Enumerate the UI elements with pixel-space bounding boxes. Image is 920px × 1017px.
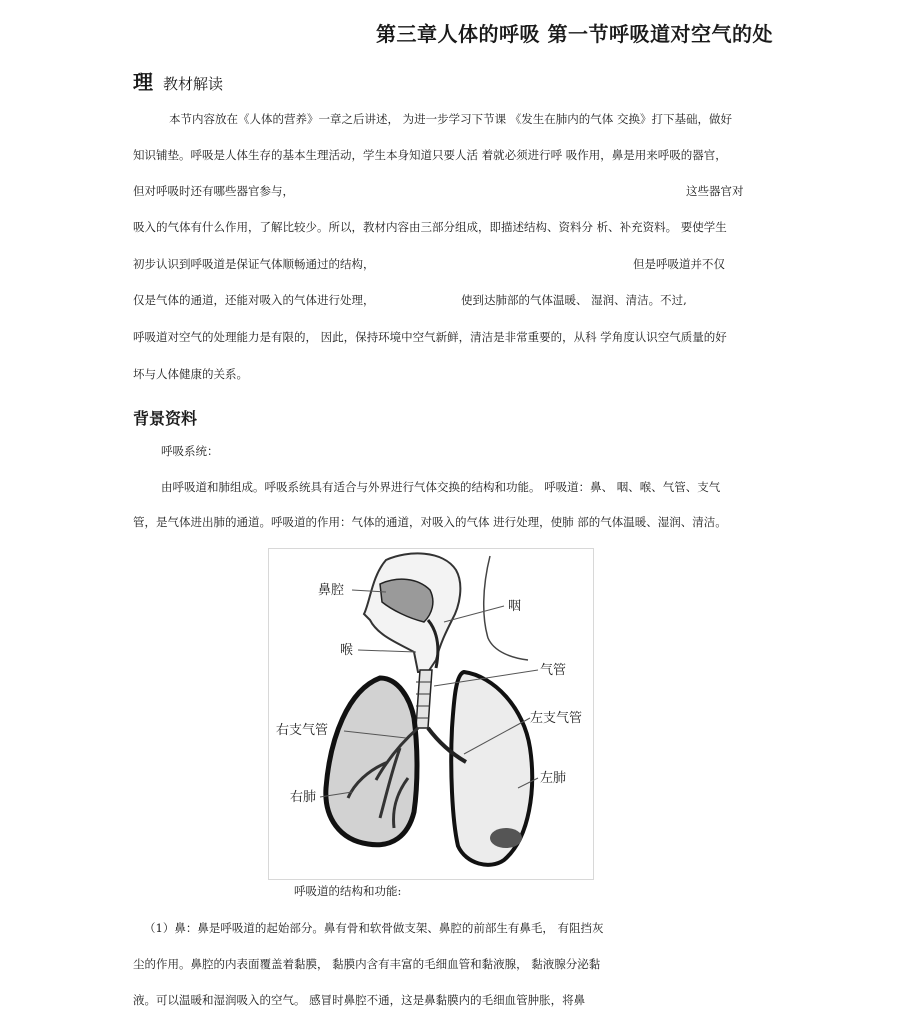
nose-line: 尘的作用。鼻腔的内表面覆盖着黏膜， 黏膜内含有丰富的毛细血管和黏液腺， 黏液腺分泌黏 bbox=[133, 957, 601, 971]
background-line: 由呼吸道和肺组成。呼吸系统具有适合与外界进行气体交换的结构和功能。 呼吸道：鼻、 咽、喉、气管、支气 bbox=[161, 480, 721, 494]
respiratory-system-figure bbox=[268, 548, 594, 880]
intro-line: 但对呼吸时还有哪些器官参与， bbox=[133, 184, 294, 198]
label-larynx: 喉 bbox=[340, 643, 354, 658]
intro-line: 但是呼吸道并不仅 bbox=[633, 257, 725, 271]
subtitle-row bbox=[133, 66, 223, 95]
label-trachea: 气管 bbox=[540, 663, 567, 678]
page-title: 第三章人体的呼吸 第一节呼吸道对空气的处 bbox=[376, 22, 773, 46]
label-left-lung: 左肺 bbox=[540, 771, 567, 786]
intro-line: 这些器官对 bbox=[686, 184, 744, 198]
intro-line: 仅是气体的通道，还能对吸入的气体进行处理， bbox=[133, 293, 375, 307]
label-left-bronchus: 左支气管 bbox=[530, 711, 583, 726]
intro-line: 吸入的气体有什么作用，了解比较少。所以，教材内容由三部分组成，即描述结构、资料分 析、补充资料。 要使学生 bbox=[133, 220, 727, 234]
intro-line: 知识铺垫。呼吸是人体生存的基本生理活动，学生本身知道只要人活 着就必须进行呼 吸作用，鼻是用来呼吸的器官， bbox=[133, 148, 727, 162]
label-pharynx: 咽 bbox=[508, 599, 522, 614]
background-line: 管，是气体进出肺的通道。呼吸道的作用：气体的通道，对吸入的气体 进行处理，使肺 部的气体温暖、湿润、清洁。 bbox=[133, 515, 727, 529]
background-line: 呼吸系统： bbox=[161, 444, 219, 458]
section-heading-background: 背景资料 bbox=[133, 409, 198, 428]
label-nasal-cavity: 鼻腔 bbox=[318, 583, 345, 598]
label-right-bronchus: 右支气管 bbox=[276, 723, 329, 738]
section-heading-textbook: 教材解读 bbox=[163, 75, 224, 93]
title-continuation: 理 bbox=[133, 70, 153, 94]
figure-caption: 呼吸道的结构和功能: bbox=[294, 884, 402, 898]
intro-line: 本节内容放在《人体的营养》一章之后讲述， 为进一步学习下节课 《发生在肺内的气体 交换》打下基础，做好 bbox=[169, 112, 732, 126]
label-right-lung: 右肺 bbox=[290, 790, 317, 805]
intro-line: 初步认识到呼吸道是保证气体顺畅通过的结构， bbox=[133, 257, 375, 271]
intro-line: 坏与人体健康的关系。 bbox=[133, 367, 248, 381]
intro-line: 呼吸道对空气的处理能力是有限的， 因此，保持环境中空气新鲜，清洁是非常重要的，从科 学角度认识空气质量的好 bbox=[133, 330, 727, 344]
nose-line: （1）鼻：鼻是呼吸道的起始部分。鼻有骨和软骨做支架、鼻腔的前部生有鼻毛， 有阻挡灰 bbox=[144, 921, 604, 935]
nose-line: 液。可以温暖和湿润吸入的空气。 感冒时鼻腔不通，这是鼻黏膜内的毛细血管肿胀，将鼻 bbox=[133, 993, 586, 1007]
lung-base-shading bbox=[490, 828, 522, 848]
intro-line: 使到达肺部的气体温暖、 湿润、清洁。不过, bbox=[461, 293, 687, 307]
